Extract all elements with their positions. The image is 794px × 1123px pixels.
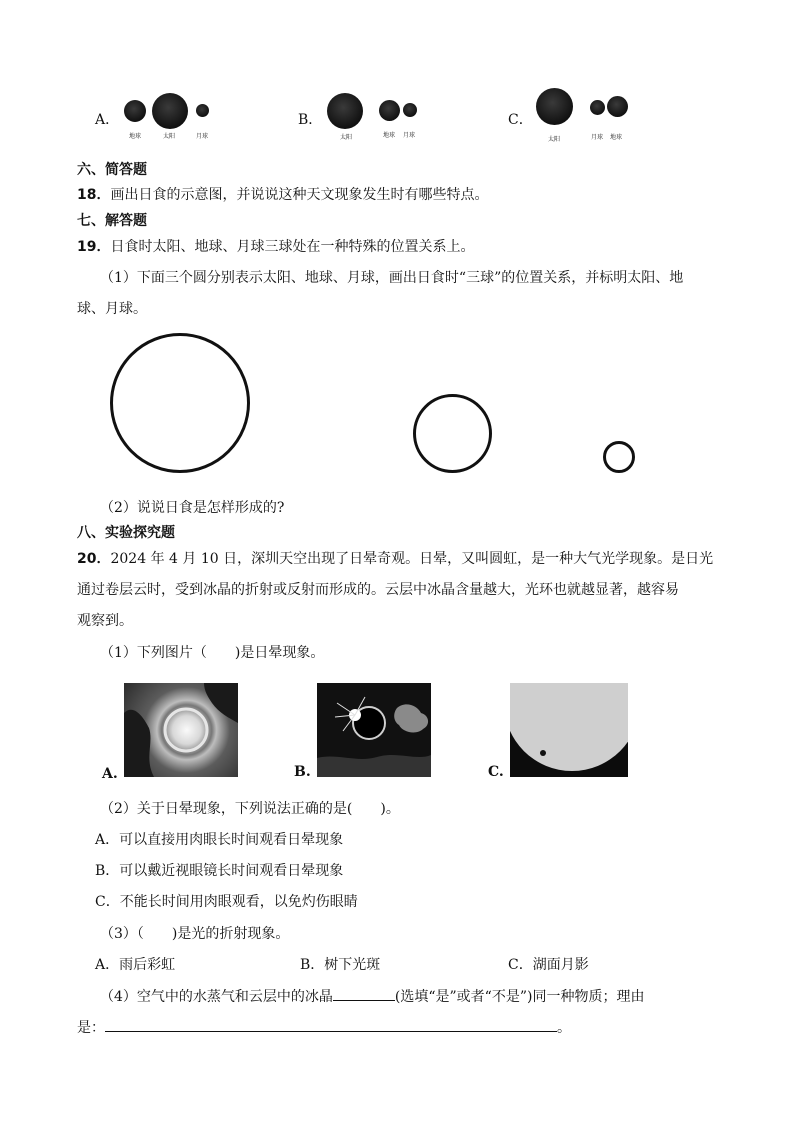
photo-c-letter: C.	[488, 764, 504, 780]
option-a-letter: A．	[95, 112, 120, 128]
label-earth: 地球	[129, 133, 142, 140]
q20-sub4-middle: (选填“是”或者“不是”)同一种物质；理由	[394, 989, 645, 1005]
q20-sub4-blank-2[interactable]	[105, 1017, 557, 1032]
q20-sub4-line1	[100, 986, 644, 1007]
q20-sub3-option-a[interactable]: A．雨后彩虹	[95, 957, 176, 973]
q18-text: 画出日食的示意图，并说说这种天文现象发生时有哪些特点。	[110, 187, 489, 203]
q20-sub3-option-b[interactable]: B．树下光斑	[300, 957, 381, 973]
question-19	[77, 237, 474, 257]
sun-ball	[327, 93, 363, 129]
label-sun: 太阳	[163, 133, 176, 140]
q20-sub2: （2）关于日晕现象，下列说法正确的是( )。	[100, 801, 400, 817]
q18-number: 18．	[77, 187, 111, 203]
option-c-letter: C．	[508, 112, 533, 128]
earth-ball	[607, 96, 628, 117]
section-8-heading: 八、实验探究题	[77, 525, 175, 541]
eclipse-photo	[317, 683, 431, 777]
label-earth: 地球	[383, 132, 396, 139]
halo-tree-silhouette	[124, 683, 238, 777]
label-earth: 地球	[610, 134, 623, 141]
sun-halo-photo	[124, 683, 238, 777]
question-18	[77, 185, 488, 205]
moon-ball	[403, 103, 417, 117]
q20-sub3: （3）（ )是光的折射现象。	[100, 926, 290, 942]
moon-ball	[590, 100, 605, 115]
sun-circle[interactable]	[110, 333, 250, 473]
q20-number: 20．	[77, 551, 111, 567]
label-moon: 月球	[196, 133, 209, 140]
q20-sub3-option-c[interactable]: C．湖面月影	[508, 957, 589, 973]
label-moon: 月球	[591, 134, 604, 141]
moon-ball	[196, 104, 209, 117]
q20-sub4-blank-1[interactable]	[333, 986, 395, 1001]
q19-sub1-line1: （1）下面三个圆分别表示太阳、地球、月球，画出日食时“三球”的位置关系，并标明太阳、地	[100, 270, 684, 286]
sun-ball	[536, 88, 573, 125]
earth-ball	[124, 100, 146, 122]
q20-sub2-option-b[interactable]: B．可以戴近视眼镜长时间观看日晕现象	[95, 863, 344, 879]
q20-sub4-prefix: （4）空气中的水蒸气和云层中的冰晶	[100, 989, 333, 1005]
q20-sub2-option-c[interactable]: C．不能长时间用肉眼观看，以免灼伤眼睛	[95, 894, 358, 910]
transit-drawing	[510, 683, 628, 777]
q20-line1	[77, 549, 713, 569]
q20-sub4-reason-label: 是：	[77, 1020, 105, 1036]
q20-sub1: （1）下列图片（ )是日晕现象。	[100, 645, 325, 661]
q19-number: 19．	[77, 239, 111, 255]
section-7-heading: 七、解答题	[77, 213, 147, 229]
q19-sub1-line2: 球、月球。	[77, 301, 147, 317]
eclipse-drawing	[317, 683, 431, 777]
q19-text: 日食时太阳、地球、月球三球处在一种特殊的位置关系上。	[110, 239, 475, 255]
q19-sub2: （2）说说日食是怎样形成的?	[100, 500, 285, 516]
q20-sub4-line2	[77, 1017, 571, 1038]
earth-circle[interactable]	[413, 394, 492, 473]
sun-ball	[152, 93, 188, 129]
label-sun: 太阳	[548, 136, 561, 143]
moon-circle[interactable]	[603, 441, 635, 473]
section-6-heading: 六、简答题	[77, 162, 147, 178]
label-moon: 月球	[403, 132, 416, 139]
label-sun: 太阳	[340, 134, 353, 141]
q20-line3: 观察到。	[77, 613, 133, 629]
option-b-letter: B．	[298, 112, 323, 128]
q20-line2: 通过卷层云时，受到冰晶的折射或反射而形成的。云层中冰晶含量越大，光环也就越显著，越容易	[77, 582, 679, 598]
photo-b-letter: B.	[294, 764, 311, 780]
q20-sub4-end: 。	[557, 1020, 571, 1036]
transit-photo	[510, 683, 628, 777]
q20-text-line1: 2024 年 4 月 10 日，深圳天空出现了日晕奇观。日晕，又叫圆虹，是一种大气光学现象。是日光	[110, 551, 714, 567]
photo-a-letter: A.	[102, 766, 118, 782]
q20-sub2-option-a[interactable]: A．可以直接用肉眼长时间观看日晕现象	[95, 832, 344, 848]
earth-ball	[379, 100, 400, 121]
